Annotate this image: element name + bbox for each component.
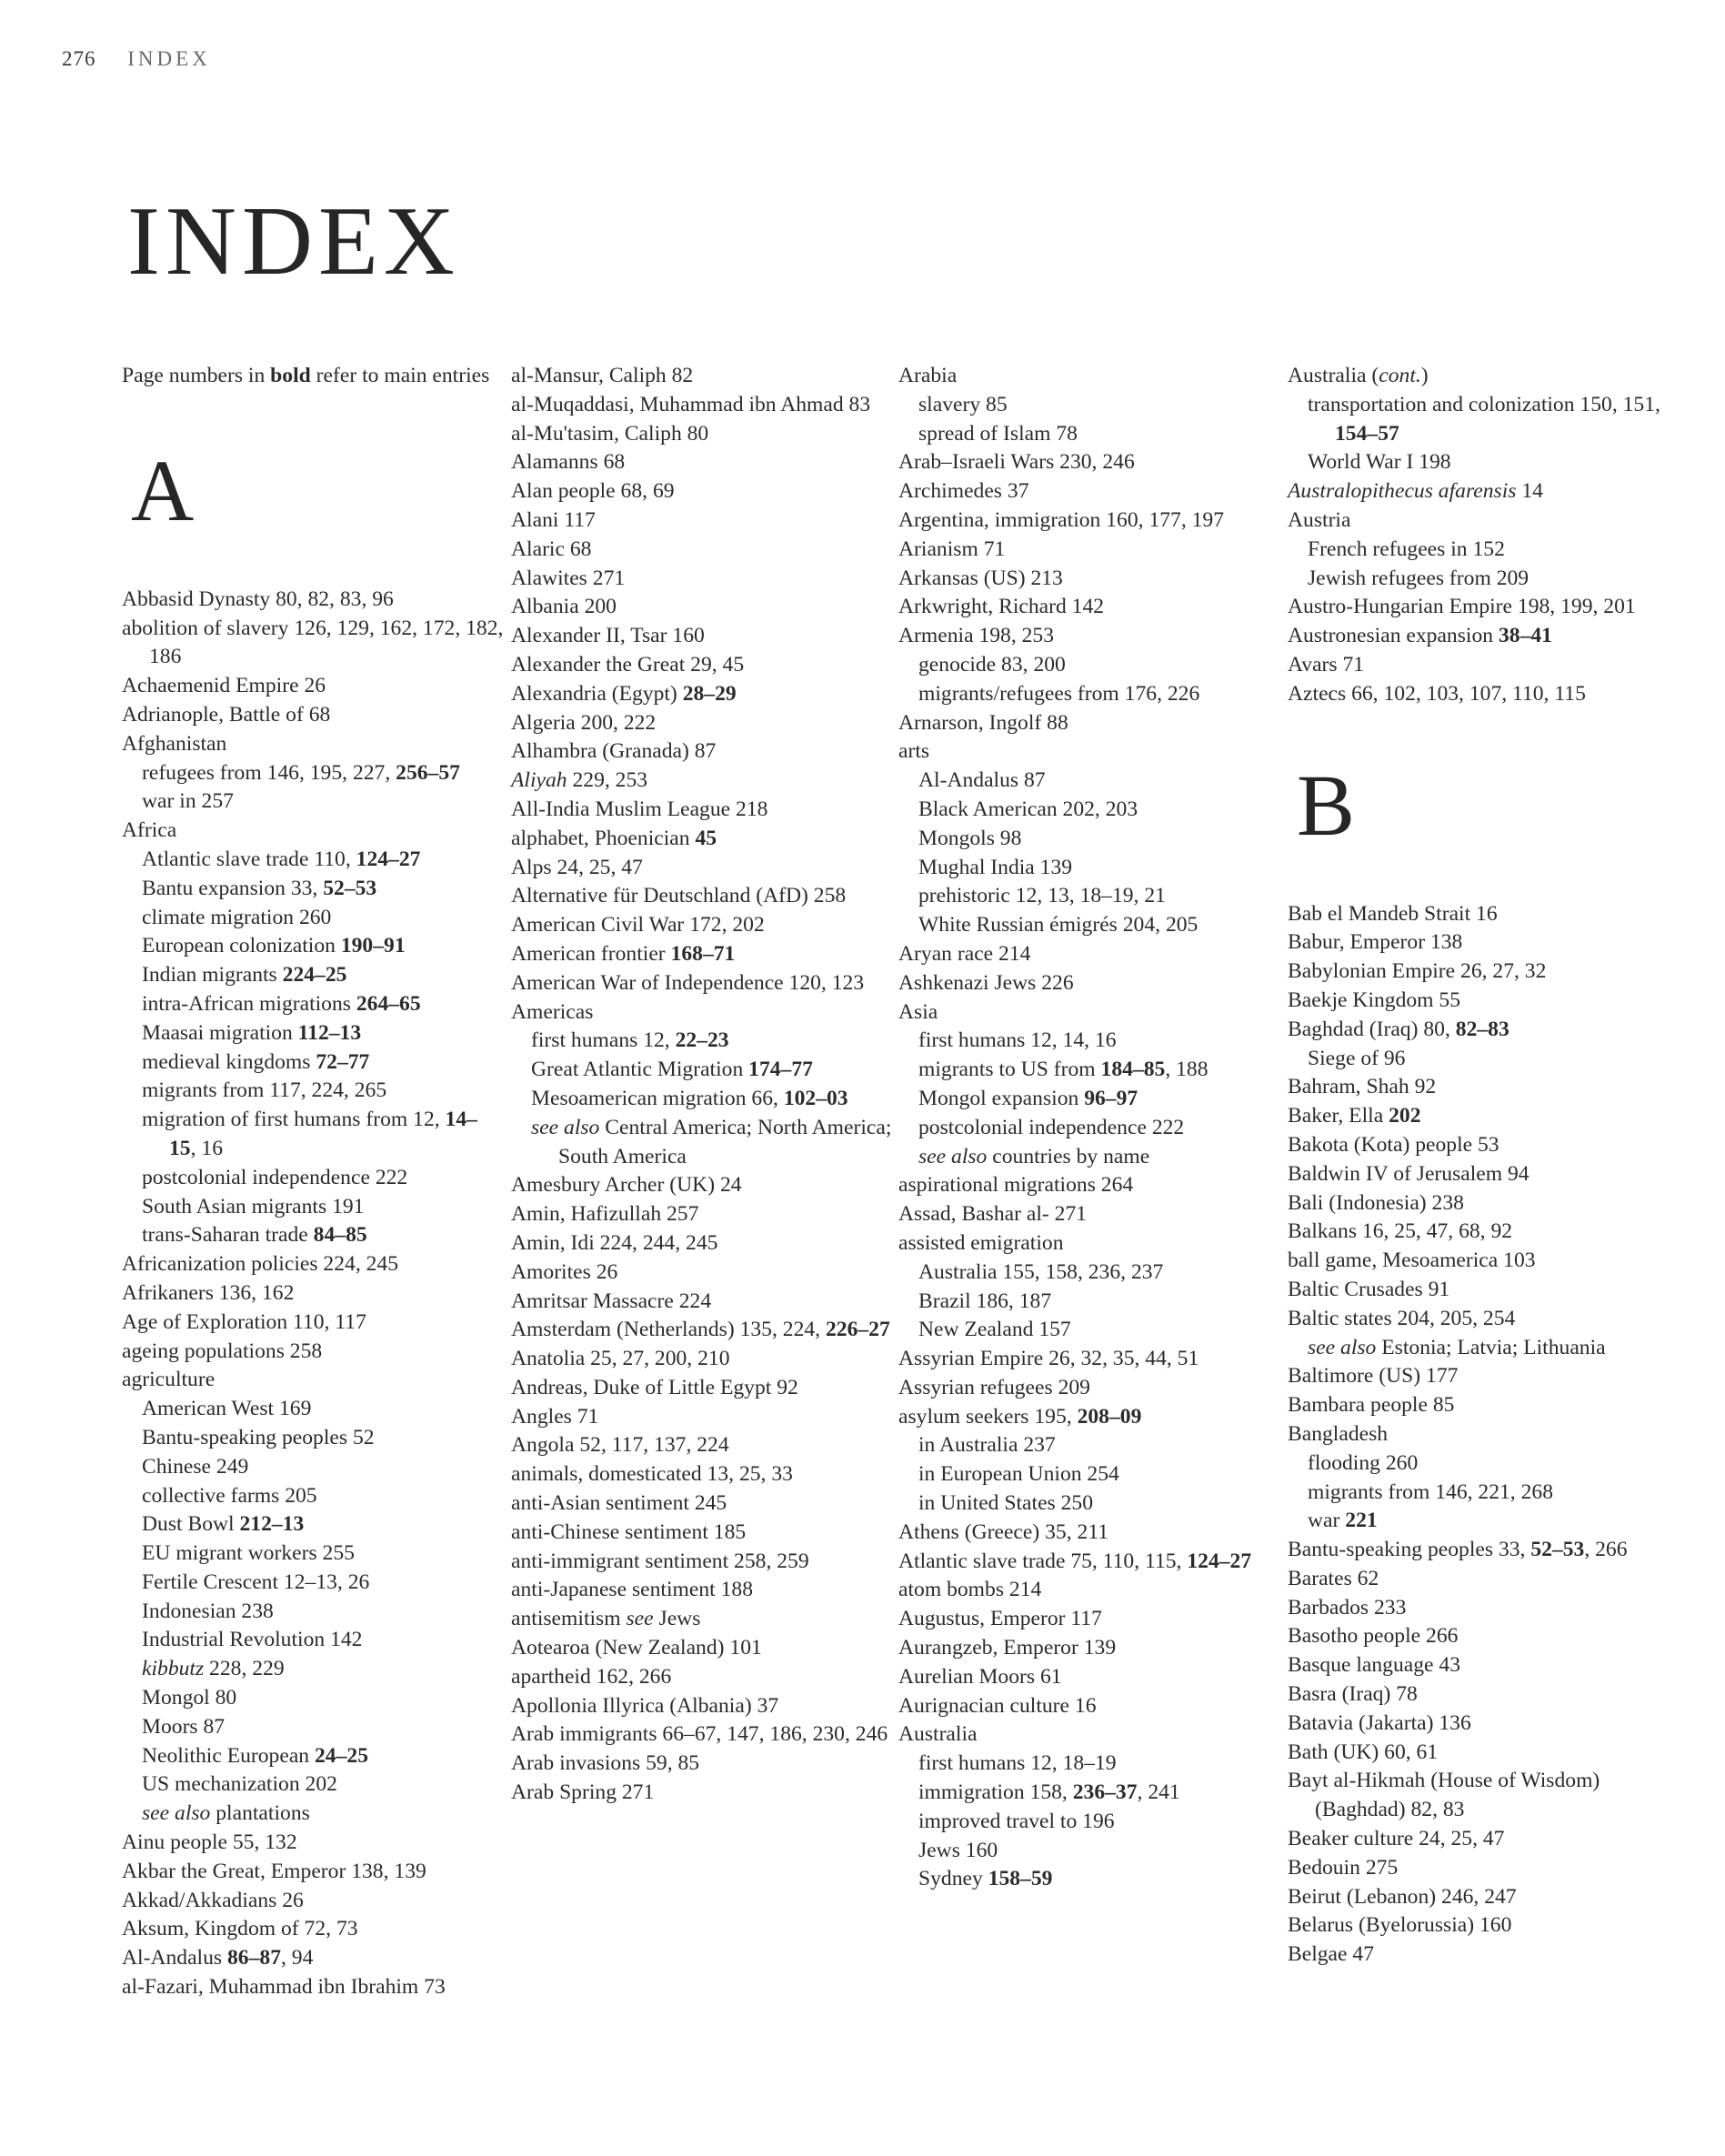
- index-entry: Amsterdam (Netherlands) 135, 224, 226–27: [511, 1318, 890, 1342]
- index-subentry: Indian migrants 224–25: [142, 963, 347, 988]
- index-subentry: first humans 12, 22–23: [531, 1028, 729, 1053]
- index-entry: American Civil War 172, 202: [511, 913, 765, 938]
- index-subentry: Moors 87: [142, 1714, 226, 1739]
- section-letter-a: A: [131, 441, 195, 539]
- index-entry: Belarus (Byelorussia) 160: [1288, 1913, 1512, 1938]
- index-subentry: climate migration 260: [142, 905, 332, 929]
- index-entry: Akbar the Great, Emperor 138, 139: [122, 1859, 426, 1883]
- index-subentry: American West 169: [142, 1397, 312, 1421]
- index-entry: Alps 24, 25, 47: [511, 855, 643, 879]
- index-entry: Achaemenid Empire 26: [122, 674, 326, 698]
- index-entry: Batavia (Jakarta) 136: [1288, 1710, 1471, 1735]
- index-entry: Ainu people 55, 132: [122, 1830, 297, 1855]
- index-entry: Archimedes 37: [898, 479, 1029, 504]
- index-entry: Alan people 68, 69: [511, 479, 675, 504]
- index-subentry: Dust Bowl 212–13: [142, 1512, 305, 1537]
- index-subentry: Maasai migration 112–13: [142, 1020, 362, 1045]
- index-entry: Aliyah 229, 253: [511, 768, 648, 793]
- index-subentry: flooding 260: [1308, 1450, 1419, 1475]
- index-entry: Alternative für Deutschland (AfD) 258: [511, 884, 847, 908]
- index-subentry: improved travel to 196: [918, 1809, 1115, 1833]
- index-entry: Aurangzeb, Emperor 139: [898, 1636, 1117, 1660]
- index-entry: al-Muqaddasi, Muhammad ibn Ahmad 83: [511, 392, 871, 416]
- index-entry: agriculture: [122, 1368, 216, 1392]
- running-head-section: INDEX: [127, 47, 211, 70]
- index-entry: alphabet, Phoenician 45: [511, 826, 717, 850]
- index-entry: Bayt al-Hikmah (House of Wisdom) (Baghdad) 82, 83: [1288, 1769, 1600, 1822]
- index-subentry: Siege of 96: [1308, 1046, 1406, 1070]
- index-entry: Bedouin 275: [1288, 1855, 1399, 1880]
- index-subentry: refugees from 146, 195, 227, 256–57: [142, 760, 460, 785]
- index-subentry: Great Atlantic Migration 174–77: [531, 1058, 813, 1082]
- index-subentry: Neolithic European 24–25: [142, 1743, 368, 1768]
- index-entry: Baltimore (US) 177: [1288, 1364, 1459, 1389]
- index-entry: Assyrian Empire 26, 32, 35, 44, 51: [898, 1347, 1199, 1371]
- index-subentry: Mongol 80: [142, 1686, 237, 1710]
- index-subentry: migrants from 146, 221, 268: [1308, 1479, 1553, 1504]
- index-column-3: [898, 362, 1280, 1894]
- index-subentry: trans-Saharan trade 84–85: [142, 1223, 367, 1248]
- index-entry: animals, domesticated 13, 25, 33: [511, 1462, 793, 1487]
- index-subentry: Australia 155, 158, 236, 237: [918, 1259, 1164, 1284]
- index-entry: Aksum, Kingdom of 72, 73: [122, 1917, 358, 1941]
- index-entry: Austronesian expansion 38–41: [1288, 624, 1552, 648]
- index-entry: Atlantic slave trade 75, 110, 115, 124–27: [898, 1549, 1252, 1573]
- index-entry: Barates 62: [1288, 1566, 1379, 1590]
- index-entry: Aotearoa (New Zealand) 101: [511, 1636, 762, 1660]
- index-subentry: New Zealand 157: [918, 1318, 1071, 1342]
- index-entry: arts: [898, 739, 930, 764]
- index-subentry: World War I 198: [1308, 450, 1451, 475]
- index-subentry: medieval kingdoms 72–77: [142, 1049, 370, 1074]
- index-subentry: Mongols 98: [918, 826, 1022, 850]
- index-subentry: White Russian émigrés 204, 205: [918, 913, 1198, 938]
- index-subentry: postcolonial independence 222: [142, 1165, 408, 1189]
- index-subentry: Brazil 186, 187: [918, 1289, 1052, 1313]
- index-subentry: migration of first humans from 12, 14–15, 16: [142, 1108, 477, 1160]
- index-entry: Amritsar Massacre 224: [511, 1289, 712, 1313]
- index-entry: al-Fazari, Muhammad ibn Ibrahim 73: [122, 1975, 446, 2000]
- index-entry: All-India Muslim League 218: [511, 797, 768, 821]
- index-entry: Basotho people 266: [1288, 1624, 1459, 1649]
- index-entry: American War of Independence 120, 123: [511, 970, 865, 995]
- index-entry: Baldwin IV of Jerusalem 94: [1288, 1161, 1529, 1186]
- index-entry: Alawites 271: [511, 566, 626, 590]
- index-entry: Akkad/Akkadians 26: [122, 1888, 304, 1912]
- index-entry: Algeria 200, 222: [511, 710, 657, 735]
- index-entry: Baekje Kingdom 55: [1288, 988, 1461, 1012]
- index-entry: Alhambra (Granada) 87: [511, 739, 717, 764]
- index-subentry: US mechanization 202: [142, 1772, 337, 1797]
- index-subentry: kibbutz 228, 229: [142, 1657, 285, 1681]
- running-head: [62, 47, 211, 71]
- index-entry: Beirut (Lebanon) 246, 247: [1288, 1884, 1517, 1909]
- index-subentry: intra-African migrations 264–65: [142, 991, 421, 1016]
- index-entry: Arab invasions 59, 85: [511, 1751, 700, 1776]
- index-entry: Afghanistan: [122, 731, 227, 756]
- index-subentry: Jews 160: [918, 1838, 998, 1862]
- index-entry: anti-Chinese sentiment 185: [511, 1519, 747, 1544]
- index-entry: Alamanns 68: [511, 450, 626, 475]
- index-entry: Afrikaners 136, 162: [122, 1280, 295, 1305]
- index-entry: atom bombs 214: [898, 1578, 1042, 1602]
- index-subentry: spread of Islam 78: [918, 421, 1078, 446]
- index-subentry: EU migrant workers 255: [142, 1541, 355, 1566]
- index-column-2: [511, 362, 893, 1808]
- index-entry: Alexandria (Egypt) 28–29: [511, 681, 737, 706]
- index-subentry: in United States 250: [918, 1491, 1094, 1516]
- index-subentry: Indonesian 238: [142, 1599, 274, 1623]
- index-intro-note: Page numbers in bold refer to main entries: [122, 364, 490, 387]
- index-entry: Amorites 26: [511, 1259, 618, 1284]
- index-entry: Bakota (Kota) people 53: [1288, 1132, 1499, 1157]
- index-entry: Angles 71: [511, 1404, 599, 1429]
- index-entry: Angola 52, 117, 137, 224: [511, 1433, 729, 1458]
- index-subentry: genocide 83, 200: [918, 652, 1066, 677]
- index-subentry: Bantu expansion 33, 52–53: [142, 876, 377, 900]
- index-subentry: war 221: [1308, 1509, 1378, 1533]
- index-entry: Barbados 233: [1288, 1595, 1407, 1620]
- index-entry: Arabia: [898, 364, 958, 387]
- index-subentry: war in 257: [142, 789, 234, 814]
- index-entry: Avars 71: [1288, 652, 1365, 677]
- index-entry: Assad, Bashar al- 271: [898, 1202, 1088, 1227]
- index-entry: Balkans 16, 25, 47, 68, 92: [1288, 1219, 1513, 1244]
- index-entry: Australia (cont.): [1288, 364, 1429, 387]
- index-entry: Alani 117: [511, 507, 596, 532]
- section-letter-b: B: [1297, 756, 1356, 854]
- index-entry: asylum seekers 195, 208–09: [898, 1404, 1142, 1429]
- index-subentry: Atlantic slave trade 110, 124–27: [142, 847, 421, 871]
- index-entry: Alaric 68: [511, 536, 592, 561]
- index-subentry: postcolonial independence 222: [918, 1115, 1185, 1139]
- index-entry: Bangladesh: [1288, 1421, 1389, 1446]
- index-entry: Aurignacian culture 16: [898, 1693, 1097, 1718]
- index-entry: Basra (Iraq) 78: [1288, 1682, 1418, 1707]
- index-subentry: Industrial Revolution 142: [142, 1628, 363, 1652]
- index-entry: Bambara people 85: [1288, 1393, 1455, 1418]
- index-subentry: transportation and colonization 150, 151, 154–57: [1308, 392, 1660, 446]
- index-entry: anti-immigrant sentiment 258, 259: [511, 1549, 809, 1573]
- index-entry: antisemitism see Jews: [511, 1607, 701, 1631]
- index-entry: ageing populations 258: [122, 1339, 323, 1363]
- index-entry: Baltic Crusades 91: [1288, 1277, 1450, 1301]
- index-subentry: migrants from 117, 224, 265: [142, 1078, 387, 1103]
- index-entry: Beaker culture 24, 25, 47: [1288, 1827, 1505, 1851]
- index-entry: Aztecs 66, 102, 103, 107, 110, 115: [1288, 681, 1586, 706]
- index-entry: Bab el Mandeb Strait 16: [1288, 901, 1498, 926]
- index-entry: Abbasid Dynasty 80, 82, 83, 96: [122, 587, 394, 611]
- index-subentry: see also countries by name: [918, 1144, 1150, 1168]
- page-title: INDEX: [127, 187, 460, 296]
- index-subentry: migrants to US from 184–85, 188: [918, 1058, 1209, 1082]
- index-column-1: [122, 362, 504, 2002]
- index-entry: Al-Andalus 86–87, 94: [122, 1946, 314, 1970]
- index-entry: al-Mansur, Caliph 82: [511, 364, 694, 387]
- index-entry: Ashkenazi Jews 226: [898, 970, 1074, 995]
- index-entry: Babylonian Empire 26, 27, 32: [1288, 959, 1547, 984]
- index-entry: Assyrian refugees 209: [898, 1375, 1090, 1399]
- index-subentry: in Australia 237: [918, 1433, 1056, 1458]
- index-entry: Adrianople, Battle of 68: [122, 702, 331, 727]
- index-subentry: see also plantations: [142, 1801, 310, 1826]
- index-entry: Argentina, immigration 160, 177, 197: [898, 507, 1225, 532]
- index-entry: Aurelian Moors 61: [898, 1664, 1062, 1689]
- index-entry: Basque language 43: [1288, 1653, 1461, 1678]
- index-column-4: [1288, 362, 1670, 1970]
- index-entry: Augustus, Emperor 117: [898, 1607, 1102, 1631]
- index-subentry: Al-Andalus 87: [918, 768, 1046, 793]
- index-subentry: Mughal India 139: [918, 855, 1073, 879]
- index-entry: Austria: [1288, 507, 1351, 532]
- index-entry: Amin, Idi 224, 244, 245: [511, 1230, 718, 1255]
- index-subentry: Black American 202, 203: [918, 797, 1138, 821]
- index-entry: Bali (Indonesia) 238: [1288, 1190, 1464, 1215]
- index-entry: Aryan race 214: [898, 941, 1031, 966]
- index-subentry: South Asian migrants 191: [142, 1194, 365, 1218]
- index-entry: Arianism 71: [898, 536, 1006, 561]
- index-entry: Armenia 198, 253: [898, 624, 1055, 648]
- index-entry: abolition of slavery 126, 129, 162, 172, 182, 186: [122, 616, 504, 669]
- index-entry: Albania 200: [511, 595, 617, 619]
- index-subentry: Fertile Crescent 12–13, 26: [142, 1569, 370, 1594]
- index-subentry: prehistoric 12, 13, 18–19, 21: [918, 884, 1166, 908]
- index-entry: Arnarson, Ingolf 88: [898, 710, 1068, 735]
- index-subentry: migrants/refugees from 176, 226: [918, 681, 1200, 706]
- index-entry: Babur, Emperor 138: [1288, 930, 1463, 955]
- index-entry: Australia: [898, 1722, 978, 1747]
- index-entry: Athens (Greece) 35, 211: [898, 1519, 1109, 1544]
- index-entry: Bantu-speaking peoples 33, 52–53, 266: [1288, 1538, 1628, 1562]
- index-entry: Arab immigrants 66–67, 147, 186, 230, 246: [511, 1722, 888, 1747]
- index-entry: Baltic states 204, 205, 254: [1288, 1306, 1516, 1330]
- index-entry: Anatolia 25, 27, 200, 210: [511, 1347, 730, 1371]
- index-entry: Africanization policies 224, 245: [122, 1252, 399, 1277]
- index-entry: Arab–Israeli Wars 230, 246: [898, 450, 1135, 475]
- index-subentry: first humans 12, 14, 16: [918, 1028, 1117, 1053]
- index-entry: Baker, Ella 202: [1288, 1104, 1421, 1128]
- index-subentry: see also Estonia; Latvia; Lithuania: [1308, 1335, 1606, 1359]
- index-subentry: Chinese 249: [142, 1454, 249, 1479]
- index-entry: Arkansas (US) 213: [898, 566, 1063, 590]
- index-entry: anti-Asian sentiment 245: [511, 1491, 727, 1516]
- index-subentry: Bantu-speaking peoples 52: [142, 1425, 375, 1449]
- index-subentry: Jewish refugees from 209: [1308, 566, 1529, 590]
- index-entry: Andreas, Duke of Little Egypt 92: [511, 1375, 798, 1399]
- index-entry: American frontier 168–71: [511, 941, 736, 966]
- index-entry: Baghdad (Iraq) 80, 82–83: [1288, 1017, 1509, 1041]
- index-entry: Asia: [898, 999, 938, 1024]
- index-subentry: slavery 85: [918, 392, 1008, 416]
- index-entry: apartheid 162, 266: [511, 1664, 672, 1689]
- index-entry: anti-Japanese sentiment 188: [511, 1578, 754, 1602]
- index-subentry: Mongol expansion 96–97: [918, 1086, 1138, 1110]
- index-entry: Amesbury Archer (UK) 24: [511, 1173, 742, 1198]
- index-entry: Americas: [511, 999, 594, 1024]
- index-subentry: French refugees in 152: [1308, 536, 1505, 561]
- index-entry: al-Mu'tasim, Caliph 80: [511, 421, 709, 446]
- index-entry: Africa: [122, 818, 177, 843]
- index-entry: Bahram, Shah 92: [1288, 1075, 1437, 1099]
- index-entry: Belgae 47: [1288, 1942, 1374, 1967]
- index-subentry: first humans 12, 18–19: [918, 1751, 1117, 1776]
- index-entry: Austro-Hungarian Empire 198, 199, 201: [1288, 595, 1636, 619]
- page-number: 276: [62, 47, 96, 70]
- index-entry: aspirational migrations 264: [898, 1173, 1134, 1198]
- index-entry: ball game, Mesoamerica 103: [1288, 1248, 1536, 1273]
- index-subentry: in European Union 254: [918, 1462, 1119, 1487]
- index-entry: Arab Spring 271: [511, 1780, 655, 1805]
- index-subentry: Mesoamerican migration 66, 102–03: [531, 1086, 848, 1110]
- index-entry: Age of Exploration 110, 117: [122, 1309, 366, 1334]
- index-entry: assisted emigration: [898, 1230, 1064, 1255]
- index-subentry: immigration 158, 236–37, 241: [918, 1780, 1180, 1805]
- index-subentry: collective farms 205: [142, 1483, 317, 1508]
- index-entry: Alexander II, Tsar 160: [511, 624, 705, 648]
- index-entry: Arkwright, Richard 142: [898, 595, 1105, 619]
- index-entry: Australopithecus afarensis 14: [1288, 479, 1543, 504]
- index-entry: Bath (UK) 60, 61: [1288, 1740, 1439, 1764]
- index-entry: Amin, Hafizullah 257: [511, 1202, 699, 1227]
- index-entry: Apollonia Illyrica (Albania) 37: [511, 1693, 779, 1718]
- index-subentry: Sydney 158–59: [918, 1867, 1053, 1891]
- index-subentry: European colonization 190–91: [142, 934, 406, 958]
- index-subentry: see also Central America; North America; South America: [531, 1115, 892, 1168]
- index-entry: Alexander the Great 29, 45: [511, 652, 745, 677]
